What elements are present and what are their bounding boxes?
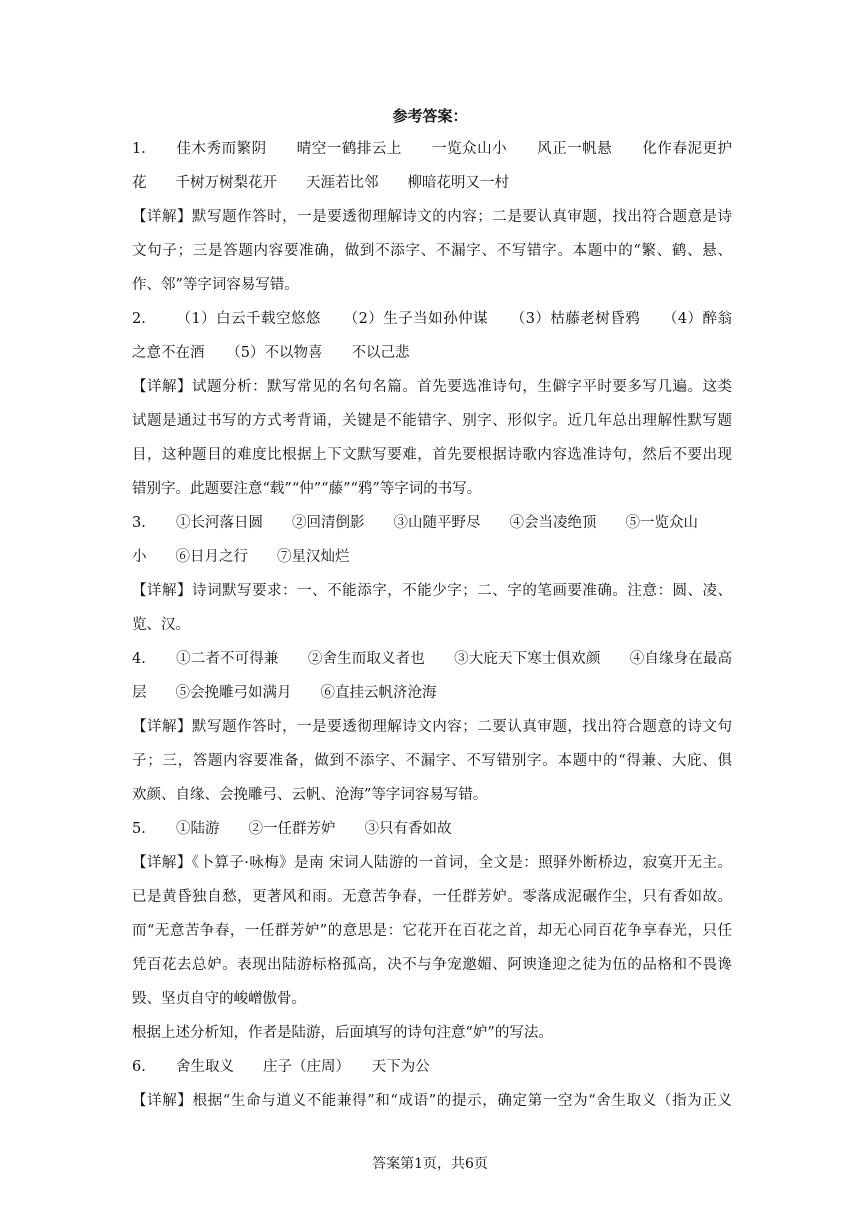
q1-detail-line-3: 作、邻”等字词容易写错。 bbox=[132, 277, 299, 293]
q3-detail-line-2: 览、汉。 bbox=[132, 617, 190, 633]
q2-detail-line-1: 【详解】试题分析：默写常见的名句名篇。首先要选准诗句，生僻字平时要多写几遍。这类 bbox=[132, 379, 732, 395]
q6-answer-line-1 bbox=[132, 1050, 732, 1084]
q3-answer-line-1 bbox=[132, 506, 732, 540]
q4-answers-part-1: ①二者不可得兼 ②舍生而取义者也 ③大庇天下寒士俱欢颜 ④自缘身在最高 bbox=[176, 651, 732, 667]
q1-detail-line-2: 文句子；三是答题内容要准确，做到不添字、不漏字、不写错字。本题中的“繁、鹤、悬、 bbox=[132, 243, 732, 259]
q5-summary: 根据上述分析知，作者是陆游，后面填写的诗句注意“妒”的写法。 bbox=[132, 1025, 553, 1041]
q4-detail-line-1: 【详解】默写题作答时，一是要透彻理解诗文内容；二要认真审题，找出符合题意的诗文句 bbox=[132, 719, 732, 735]
q2-detail-line-4: 错别字。此题要注意“载”“仲”“藤”“鸦”等字词的书写。 bbox=[132, 481, 482, 497]
q3-answers-part-1: ①长河落日圆 ②回清倒影 ③山随平野尽 ④会当凌绝顶 ⑤一览众山 bbox=[176, 515, 698, 531]
page-title: 参考答案： bbox=[392, 107, 468, 125]
q2-answer-line-1 bbox=[132, 302, 732, 336]
q5-answer-line-1 bbox=[132, 812, 732, 846]
q4-number: 4. bbox=[132, 651, 146, 667]
q1-answer-line-2: 花 千树万树梨花开 天涯若比邻 柳暗花明又一村 bbox=[132, 175, 509, 191]
q6-detail-line-1: 【详解】根据“生命与道义不能兼得”和“成语”的提示，确定第一空为“舍生取义（指为正义 bbox=[132, 1093, 732, 1109]
q5-detail-line-1: 【详解】《卜算子·咏梅》是南 宋词人陆游的一首词，全文是：照驿外断桥边，寂寞开无主。 bbox=[132, 855, 732, 871]
q3-detail-line-1: 【详解】诗词默写要求：一、不能添字，不能少字；二、字的笔画要准确。注意：圆、凌、 bbox=[132, 583, 732, 599]
q4-detail-line-3: 欢颜、自缘、会挽雕弓、云帆、沧海”等字词容易写错。 bbox=[132, 787, 488, 803]
q5-detail-line-5: 毁、坚贞自守的峻嶒傲骨。 bbox=[132, 991, 306, 1007]
q4-detail-line-2: 子；三，答题内容要准备，做到不添字、不漏字、不写错别字。本题中的“得兼、大庇、俱 bbox=[132, 753, 732, 769]
q5-detail-line-3: 而“无意苦争春，一任群芳妒”的意思是：它花开在百花之首，却无心同百花争享春光，只任 bbox=[132, 923, 732, 939]
q1-number: 1. bbox=[132, 141, 146, 157]
q1-answer-line-1 bbox=[132, 132, 732, 166]
answer-content bbox=[132, 132, 732, 1118]
q5-detail-line-4: 凭百花去总妒。表现出陆游标格孤高，决不与争宠邀媚、阿谀逢迎之徒为伍的品格和不畏谗 bbox=[132, 957, 732, 973]
q5-detail-line-2: 已是黄昏独自愁，更著风和雨。无意苦争春，一任群芳妒。零落成泥碾作尘，只有香如故。 bbox=[132, 889, 732, 905]
q2-answers-part-1: （1）白云千载空悠悠 （2）生子当如孙仲谋 （3）枯藤老树昏鸦 （4）醉翁 bbox=[176, 311, 732, 327]
q4-answer-line-2: 层 ⑤会挽雕弓如满月 ⑥直挂云帆济沧海 bbox=[132, 685, 437, 701]
q3-answer-line-2: 小 ⑥日月之行 ⑦星汉灿烂 bbox=[132, 549, 350, 565]
q6-answers: 舍生取义 庄子（庄周） 天下为公 bbox=[176, 1059, 430, 1075]
q4-answer-line-1 bbox=[132, 642, 732, 676]
q2-detail-line-2: 试题是通过书写的方式考背诵，关键是不能错字、别字、形似字。近几年总出理解性默写题 bbox=[132, 413, 732, 429]
q3-number: 3. bbox=[132, 515, 146, 531]
q2-answer-line-2: 之意不在酒 （5）不以物喜 不以己悲 bbox=[132, 345, 410, 361]
q6-number: 6. bbox=[132, 1059, 146, 1075]
q2-detail-line-3: 目，这种题目的难度比根据上下文默写要难，首先要根据诗歌内容选准诗句，然后不要出现 bbox=[132, 447, 732, 463]
q2-number: 2. bbox=[132, 311, 146, 327]
q5-number: 5. bbox=[132, 821, 146, 837]
q5-answers: ①陆游 ②一任群芳妒 ③只有香如故 bbox=[176, 821, 452, 837]
q1-answers-part-1: 佳木秀而繁阴 晴空一鹤排云上 一览众山小 风正一帆悬 化作春泥更护 bbox=[176, 141, 732, 157]
q1-detail-line-1: 【详解】默写题作答时，一是要透彻理解诗文的内容；二是要认真审题，找出符合题意是诗 bbox=[132, 209, 732, 225]
page-footer: 答案第1页，共6页 bbox=[372, 1156, 488, 1172]
